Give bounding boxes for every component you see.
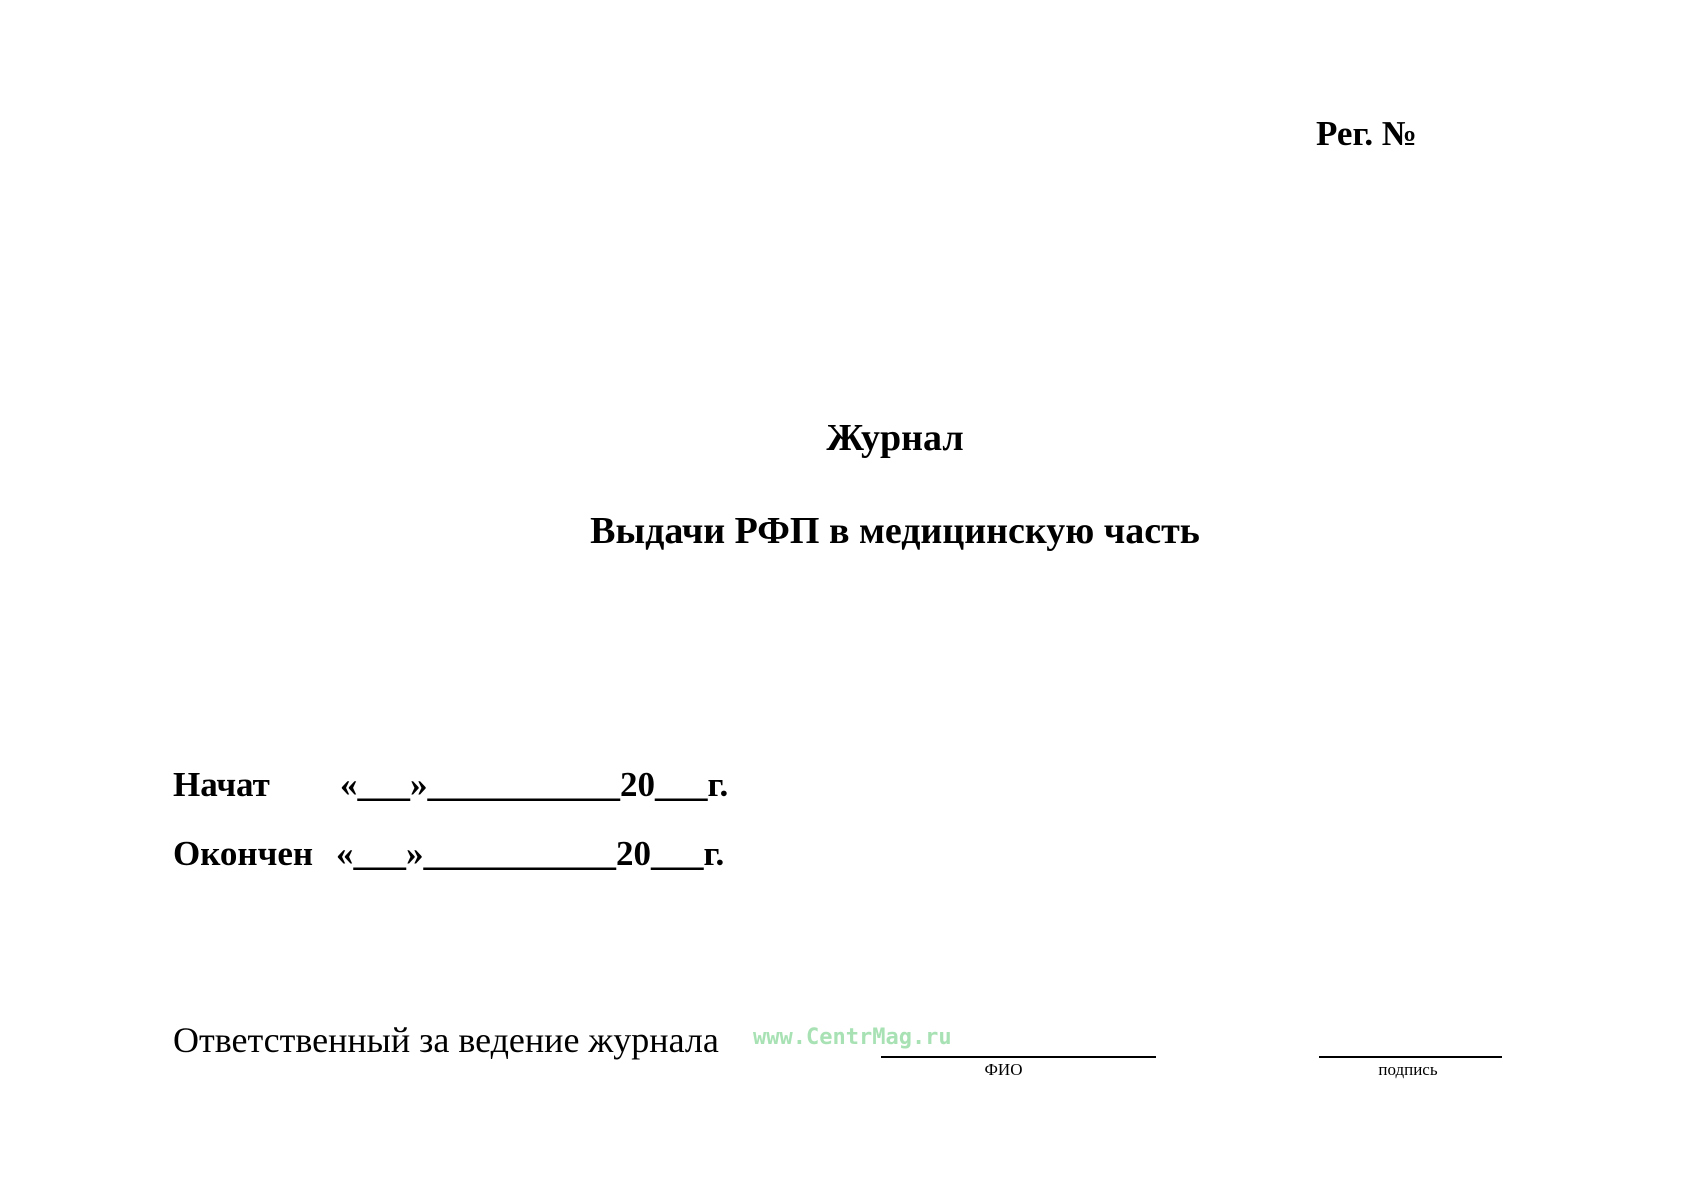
responsible-label: Ответственный за ведение журнала [173,1020,719,1060]
name-signature-line [881,1056,1156,1058]
start-date-label: Начат [173,765,270,804]
signature-caption: подпись [1378,1060,1438,1079]
end-date-label: Окончен [173,834,314,873]
watermark: www.CentrMag.ru [753,1025,952,1050]
end-date-row [173,834,724,874]
signature-line [1319,1056,1502,1058]
start-date-field: «___»___________20___г. [340,765,729,804]
document-subtitle: Выдачи РФП в медицинскую часть [590,510,1200,552]
start-date-row [173,765,728,805]
end-date-field: «___»___________20___г. [336,834,725,873]
name-caption: ФИО [984,1060,1023,1079]
registration-number-label: Рег. № [1316,114,1418,153]
document-title: Журнал [826,417,964,459]
